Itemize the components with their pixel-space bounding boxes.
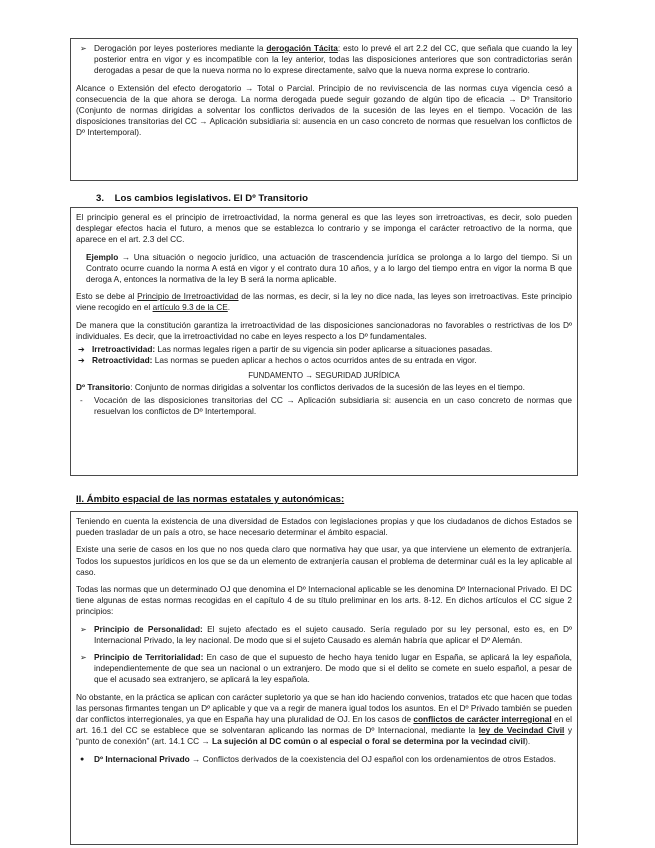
example-label: Ejemplo [86,251,119,262]
list-item [80,43,572,77]
list-item: ➔ Retroactividad: Las normas se pueden aplicar a hechos o actos ocurridos antes de su entrada en vigor. [78,355,477,366]
derogacion-tacita-term: derogación Tácita [266,43,338,53]
list-item-text: Derogación por leyes posteriores mediante la derogación Tácita: esto lo prevé el art 2.2 del CC, que señala que cuando la ley posterior entra en vigor y es incompatible con la ley anterior, todas las disposiciones anteriores que son contradictorias serán derogadas a pesar de que la nueva norma no lo exprese directamente, salvo que la nueva norma exprese lo contrario. [94,43,572,76]
paragraph: Alcance o Extensión del efecto derogatorio → Total o Parcial. Principio de no reviviscencia de las normas cuya vigencia cesó a consecuencia de la que ahora se deroga. La norma derogada puede seguir gozando de algún tipo de eficacia → Dº Transitorio (Conjunto de normas dirigidas a solventar los conflictos derivados de la sucesión de las leyes en el tiempo. Vocación de las disposiciones transitorias del CC → Aplicación subsidiaria si: ausencia en un caso concreto de normas que resuelvan los conflictos de Dº Intertemporal). [76,82,572,138]
arrowhead-bullet-icon: ➢ [80,653,87,663]
dash-bullet: - [80,395,83,405]
arrowhead-bullet-icon: ➢ [80,624,87,634]
section-heading: II. Ámbito espacial de las normas estatales y autonómicas: [76,494,345,505]
paragraph: No obstante, en la práctica se aplican con carácter supletorio ya que se han ido haciendo convenios, tratados etc que hacen que todas las personas firmantes tengan un Dº aplicable y que va a regir de manera igual todos los asuntos. En el Dº Privado también se pueden dar conflictos interregionales, ya que en España hay una pluralidad de OJ. En los casos de conflictos de carácter interregional en el art. 16.1 del CC se establece que se solventaran aplicando las normas de Dº Internacional, mediante la ley de Vecindad Civil y “punto de conexión” (art. 14.1 CC → La sujeción al DC común o al especial o foral se determina por la vecindad civil). [76,691,573,747]
paragraph: Teniendo en cuenta la existencia de una diversidad de Estados con legislaciones propias y que los ciudadanos de dichos Estados se pueden trasladar de un país a otro, se hace necesario determinar el ámbito espacial. [76,516,572,538]
vecindad-civil-term: ley de Vecindad Civil [478,725,565,736]
paragraph: Esto se debe al Principio de Irretroactividad de las normas, es decir, si la ley no dice nada, las leyes son irretroactivas. Este principio viene recogido en el artículo 9.3 de la CE. [76,291,573,313]
arrowhead-bullet-icon: ➢ [80,44,87,53]
example-paragraph: Ejemplo → Una situación o negocio jurídico, una actuación de trascendencia jurídica se prolonga a lo largo del tiempo. Si un Contrato ocurre cuando la norma A está en vigor y el contrato dura 10 años, y a lo largo del tiempo entra en vigor la norma B que deroga A, entonces la normativa de la ley B será la norma aplicable. [86,251,572,285]
list-item: ● Dº Internacional Privado → Conflictos derivados de la coexistencia del OJ español con los ordenamientos de otros Estados. [80,753,556,764]
paragraph: El principio general es el principio de irretroactividad, la norma general es que las leyes son irretroactivas, es decir, solo pueden desplegar efectos hacia el futuro, a menos que se establezca lo contrario y se imponga el carácter retroactivo de la norma, que aparece en el art. 2.3 del CC. [76,212,572,245]
ambito-espacial-box [70,511,578,845]
article-term: artículo 9.3 de la CE [152,302,228,313]
arrow-bullet-icon: ➔ [78,356,85,366]
principle-term: Principio de Irretroactividad [137,291,239,302]
paragraph: Todas las normas que un determinado OJ que denomina el Dº Internacional aplicable se les denomina Dº Internacional Privado. El DC tiene algunas de estas normas recogidas en el capítulo 4 de su título preliminar en los arts. 8-12. En dichos artículos el CC sigue 2 principios: [76,584,572,617]
list-item: ➢ Principio de Territorialidad: En caso de que el supuesto de hecho haya tenido lugar en España, se aplicará la ley española, independientemente de que sea un nacional o un extranjero. De modo que si el delito se comete en suelo español, a pesar de que el acusado sea extranjero, se aplicará la ley española. [80,652,572,685]
interregional-term: conflictos de carácter interregional [413,714,552,725]
paragraph: De manera que la constitución garantiza la irretroactividad de las disposiciones sancionadoras no favorables o restrictivas de los Dº individuales. Es decir, que la irretroactividad no cabe en leyes respecto a los Dº fundamentales. [76,319,572,341]
list-item: - Vocación de las disposiciones transitorias del CC → Aplicación subsidiaria si: ausencia en un caso concreto de normas que resuelvan los conflictos de Dº Intertemporal. [80,394,572,417]
dot-bullet-icon: ● [80,755,85,763]
arrow-list [76,344,572,366]
arrow-bullet-icon: ➔ [78,345,85,355]
paragraph: Dº Transitorio: Conjunto de normas dirigidas a solventar los conflictos derivados de la sucesión de las leyes en el tiempo. [76,381,525,392]
list-item: ➢ Principio de Personalidad: El sujeto afectado es el sujeto causado. Sería regulado por su ley personal, esto es, en Dº Internacional Privado, la ley nacional. De modo que si el sujeto Causado es alemán habría que aplicar el Dº Alemán. [80,623,573,645]
derogation-box [70,38,578,181]
transitorio-label: Dº Transitorio [76,381,131,392]
paragraph: Existe una serie de casos en los que no nos queda claro que normativa hay que usar, ya que interviene un elemento de extranjería. Todos los supuestos jurídicos en los que se da un elemento de extranjería causan el problema de determinar cuál es la ley aplicable al caso. [76,544,572,577]
section-heading: 3. Los cambios legislativos. El Dº Transitorio [96,193,308,204]
list-item: ➔ Irretroactividad: Las normas legales rigen a partir de su vigencia sin poder aplicarse a situaciones pasadas. [78,344,493,355]
centered-caption: FUNDAMENTO → SEGURIDAD JURÍDICA [248,371,400,381]
transitorio-box [70,207,578,476]
